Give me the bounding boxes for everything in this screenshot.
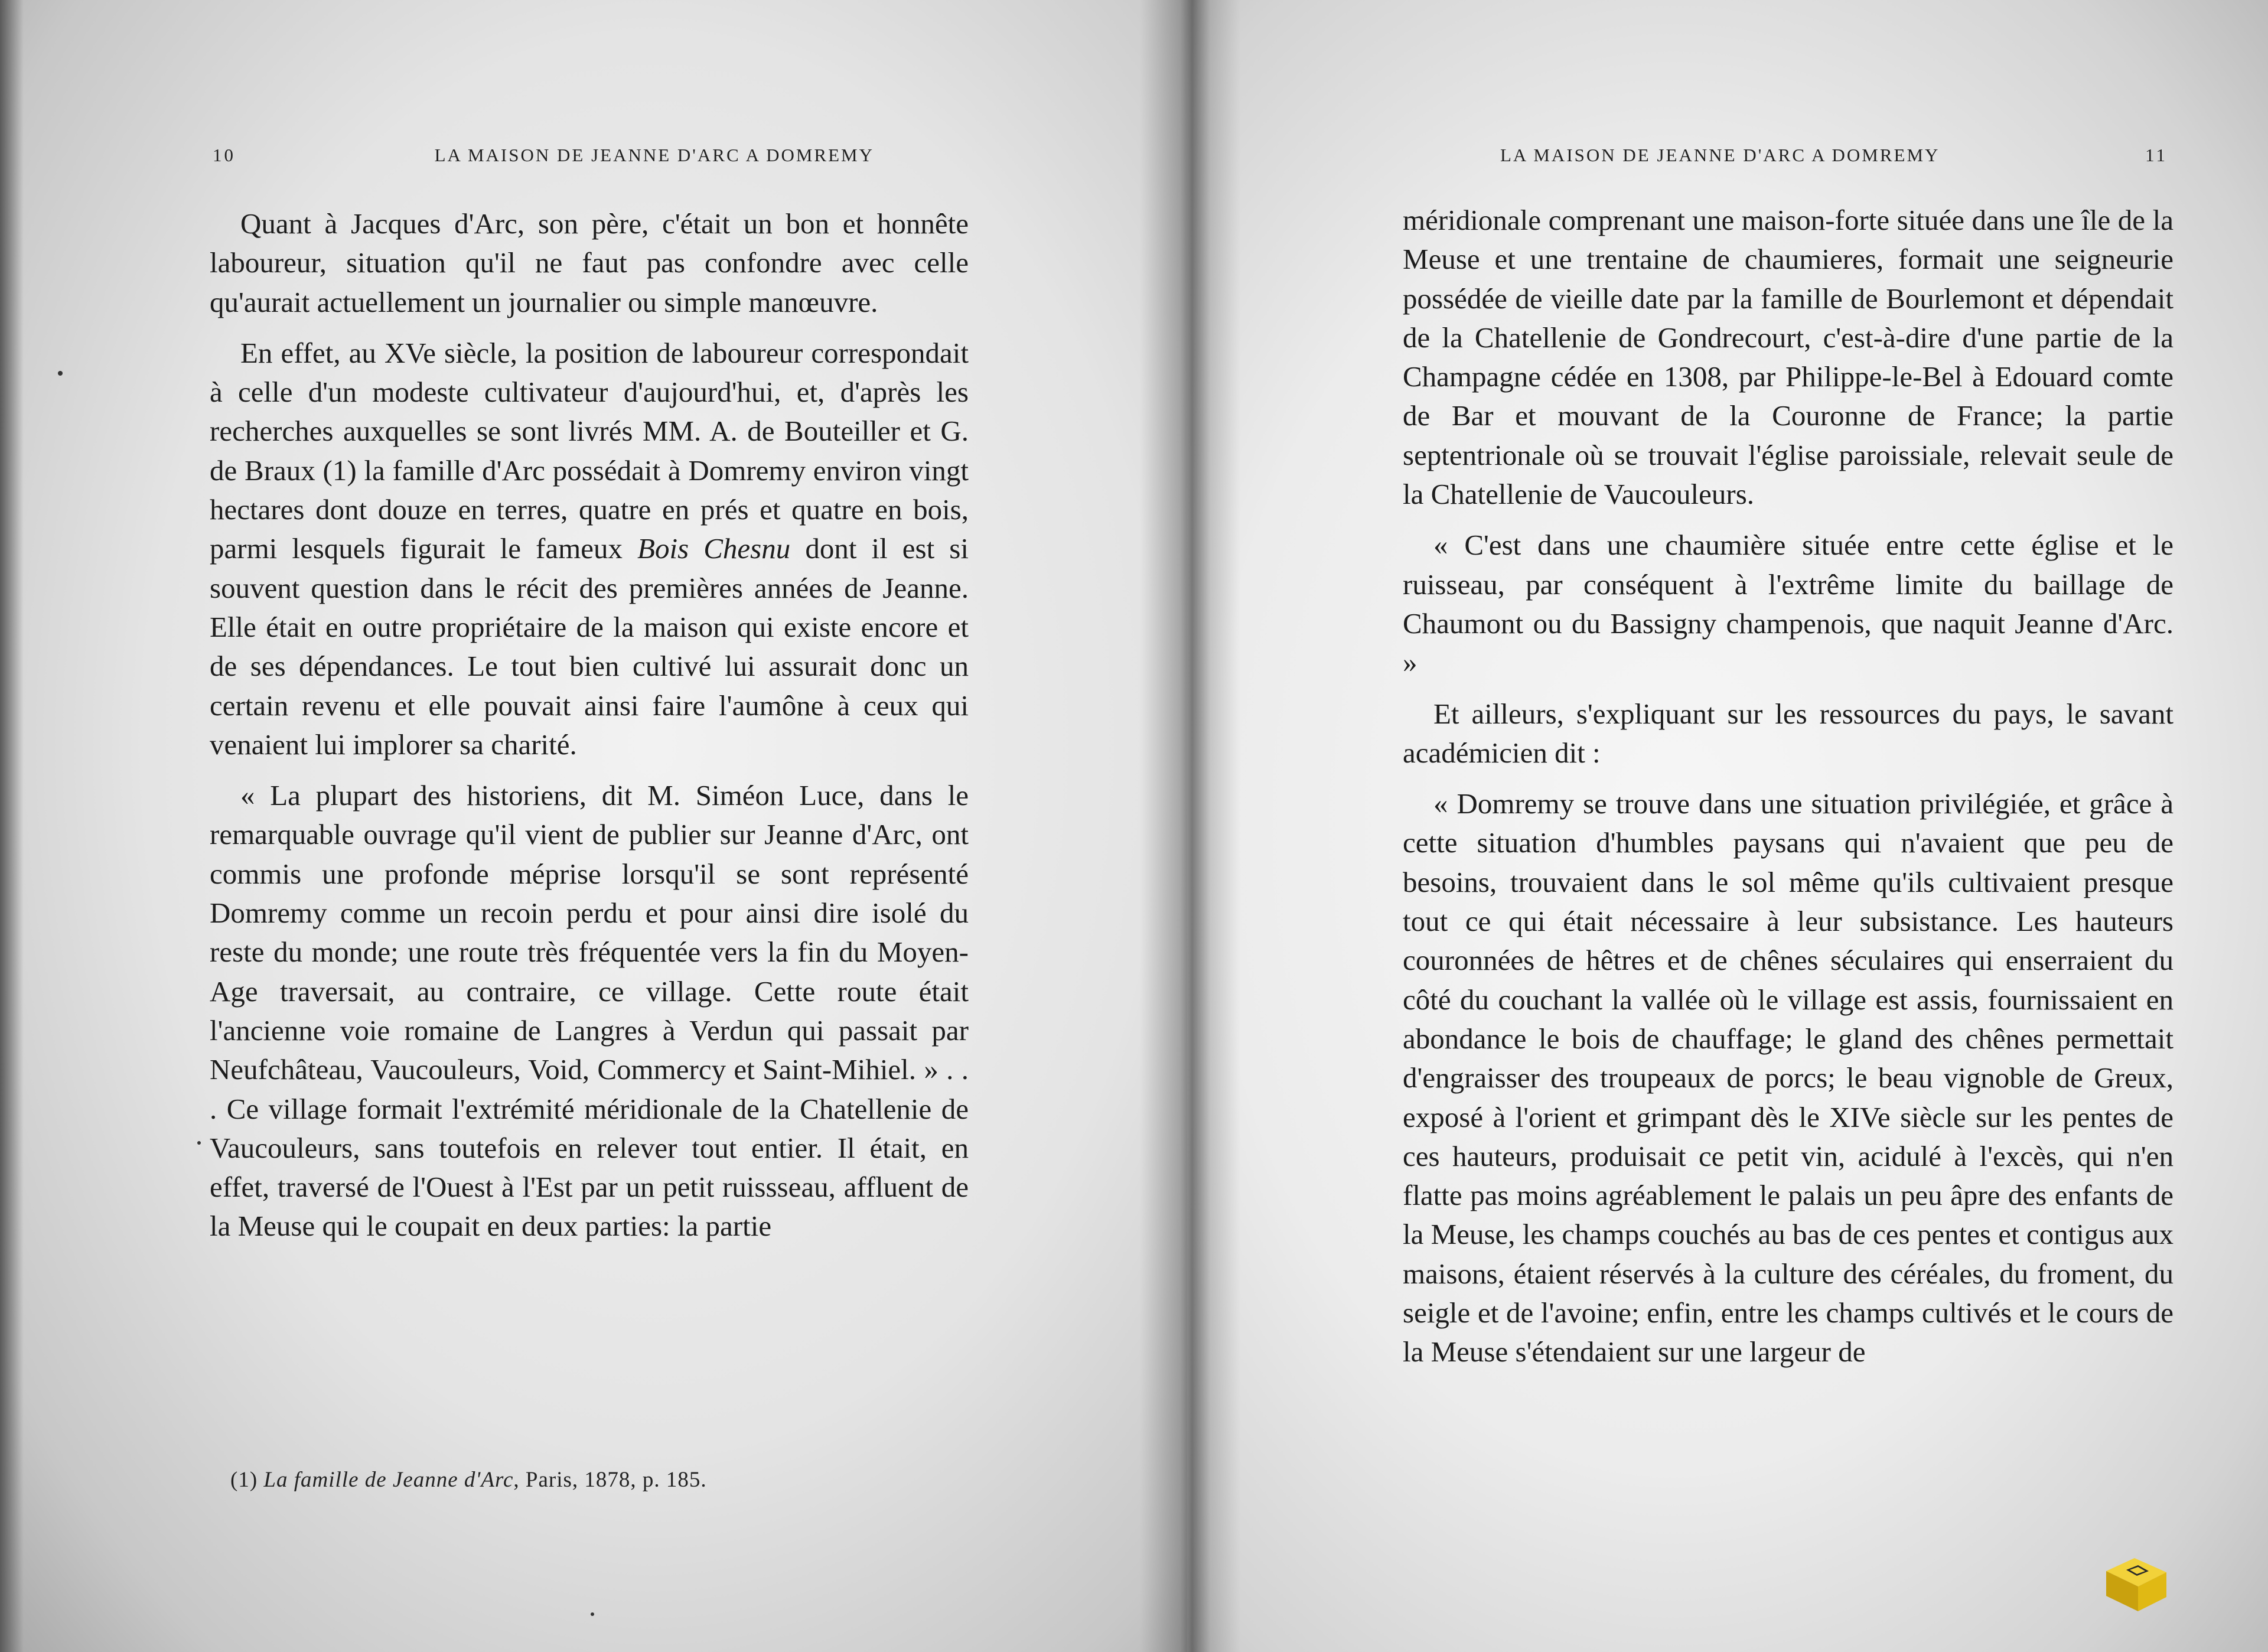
paragraph: méridionale comprenant une maison-forte située dans une île de la Meuse et une trentaine de chaumieres, formait une seigneurie possédée de vieille date par la famille de Bourlemont et dépendait de la Chatellenie de Gondrecourt, c'est-à-dire d'une partie de la Champagne cédée en 1308, par Philippe-le-Bel à Edouard comte de Bar et mouvant de la Couronne de France; la partie septentrionale où se trouvait l'église paroissiale, relevait seule de la Chatellenie de Vaucouleurs. (1403, 204, 2174, 511)
paper-speck (591, 1612, 594, 1616)
right-running-title: LA MAISON DE JEANNE D'ARC A DOMREMY (1500, 145, 1940, 165)
left-page-number: 10 (213, 145, 236, 165)
right-running-head (1500, 145, 2168, 166)
footnote-marker: (1) (230, 1468, 258, 1492)
footnote (230, 1467, 969, 1493)
page-edge-shadow (0, 0, 24, 1652)
paragraph: « La plupart des historiens, dit M. Siméon Luce, dans le remarquable ouvrage qu'il vient de publier sur Jeanne d'Arc, ont commis une profonde méprise lorsqu'il se sont représenté Domremy comme un recoin perdu et pour ainsi dire isolé du reste du monde; une route très fréquentée vers la fin du Moyen-Age traversait, au contraire, ce village. Cette route était l'ancienne voie romaine de Langres à Verdun qui passait par Neufchâteau, Vaucouleurs, Void, Commercy et Saint-Mihiel. » . . . Ce village formait l'extrémité méridionale de la Chatellenie de Vaucouleurs, sans toutefois en relever tout entier. Il était, en effet, traversé de l'Ouest à l'Est par un petit ruissseau, affluent de la Meuse qui le coupait en deux parties: la partie (210, 779, 969, 1243)
left-running-head (213, 145, 874, 166)
paragraph: « C'est dans une chaumière située entre cette église et le ruisseau, par conséquent à l'extrême limite du baillage de Chaumont ou du Bassigny champenois, que naquit Jeanne d'Arc. » (1403, 529, 2174, 679)
paragraph-text: dont il est si souvent question dans le récit des premières années de Jeanne. Elle était en outre propriétaire de la maison qui existe encore et de ses dépendances. Le tout bien cultivé lui assurait donc un certain revenu et elle pouvait ainsi faire l'aumône à ceux qui venaient lui implorer sa charité. (210, 532, 969, 761)
paragraph (210, 334, 969, 764)
paper-speck (58, 371, 63, 376)
book-gutter (1140, 0, 1240, 1652)
library-stamp-icon (2100, 1555, 2170, 1614)
paragraph: « Domremy se trouve dans une situation privilégiée, et grâce à cette situation d'humbles paysans qui n'avaient que peu de besoins, trouvaient dans le sol même qu'ils cultivaient presque tout ce qui était nécessaire à leur subsistance. Les hauteurs couronnées de hêtres et de chênes séculaires qui enserraient du côté du couchant la vallée où le village est assis, fournissaient en abondance le bois de chauffage; le gland des chênes permettait d'engraisser des troupeaux de porcs; le beau vignoble de Greux, exposé à l'orient et grimpant dès le XIVe siècle sur les pentes de ces hauteurs, produisait ce petit vin, acidulé à l'excès, qui n'en flatte pas moins agréablement le palais un peu âpre des enfants de la Meuse, les champs couchés au bas de ces pentes et contigus aux maisons, étaient réservés à la culture des céréales, du froment, du seigle et de l'avoine; enfin, entre les champs cultivés et le cours de la Meuse s'étendaient sur une largeur de (1403, 787, 2174, 1368)
footnote-title: La famille de Jeanne d'Arc (263, 1468, 514, 1492)
right-page-number: 11 (2145, 145, 2168, 165)
italic-place-name: Bois Chesnu (637, 532, 791, 565)
right-page (1187, 0, 2268, 1652)
left-running-title: LA MAISON DE JEANNE D'ARC A DOMREMY (434, 145, 874, 165)
right-page-body (1403, 201, 2174, 1372)
left-page-body (210, 204, 969, 1246)
footnote-rest: , Paris, 1878, p. 185. (513, 1468, 707, 1492)
paragraph: Et ailleurs, s'expliquant sur les ressources du pays, le savant académicien dit : (1403, 697, 2174, 769)
paper-speck (197, 1141, 201, 1145)
paragraph: Quant à Jacques d'Arc, son père, c'était un bon et honnête laboureur, situation qu'il ne faut pas confondre avec celle qu'aurait actuellement un journalier ou simple manœuvre. (210, 207, 969, 318)
paragraph-text: En effet, au XVe siècle, la position de laboureur correspondait à celle d'un modeste cultivateur d'aujourd'hui, et, d'après les recherches auxquelles se sont livrés MM. A. de Bouteiller et G. de Braux (1) la famille d'Arc possédait à Domremy environ vingt hectares dont douze en terres, quatre en prés et quatre en bois, parmi lesquels figurait le fameux (210, 336, 969, 565)
